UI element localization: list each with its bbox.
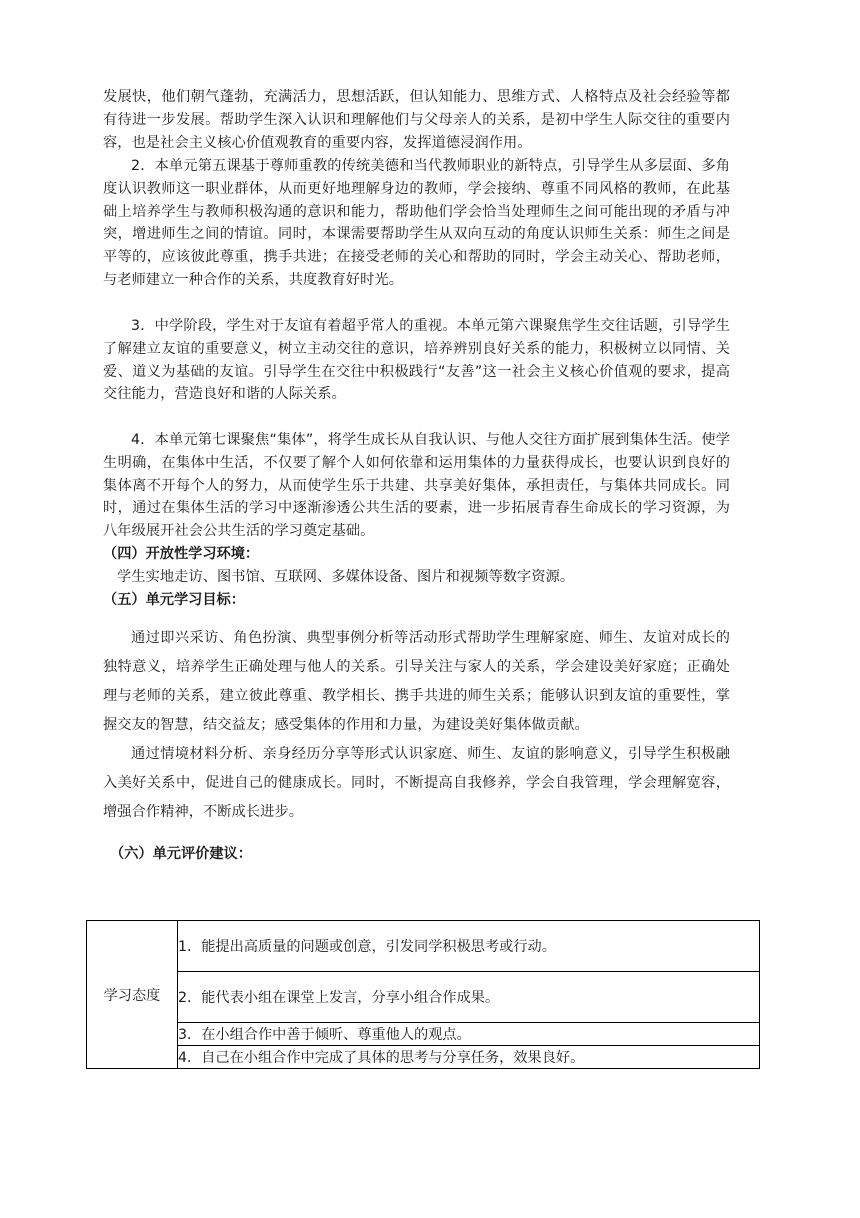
evaluation-item-2: 2．能代表小组在课堂上发言，分享小组合作成果。 xyxy=(178,972,760,1023)
evaluation-item-4: 4．自己在小组合作中完成了具体的思考与分享任务，效果良好。 xyxy=(178,1046,760,1069)
heading-unit-learning-goals: （五）单元学习目标： xyxy=(103,592,245,608)
table-row xyxy=(87,972,760,1023)
table-row xyxy=(87,1046,760,1069)
paragraph-goals-2: 通过情境材料分析、亲身经历分享等形式认识家庭、师生、友谊的影响意义，引导学生积极融入美好关系中，促进自己的健康成长。同时，不断提高自我修养，学会自我管理，学会理解宽容，增强合作精神，不断成长进步。 xyxy=(103,746,730,820)
evaluation-item-1: 1．能提出高质量的问题或创意，引发同学积极思考或行动。 xyxy=(178,921,760,972)
evaluation-item-3: 3．在小组合作中善于倾听、尊重他人的观点。 xyxy=(178,1023,760,1046)
paragraph-point-4: 4．本单元第七课聚焦“集体”，将学生成长从自我认识、与他人交往方面扩展到集体生活。使学生明确，在集体中生活，不仅要了解个人如何依靠和运用集体的力量获得成长，也要认识到良好的集体离不开每个人的努力，从而使学生乐于共建、共享美好集体，承担责任，与集体共同成长。同时，通过在集体生活的学习中逐渐渗透公共生活的要素，进一步拓展青春生命成长的学习资源，为八年级展开社会公共生活的学习奠定基础。 xyxy=(103,432,730,540)
heading-open-learning-environment: （四）开放性学习环境： xyxy=(103,546,260,562)
heading-unit-evaluation: （六）单元评价建议： xyxy=(110,846,252,862)
table-row xyxy=(87,1023,760,1046)
paragraph-point-3: 3．中学阶段，学生对于友谊有着超乎常人的重视。本单元第六课聚焦学生交往话题，引导学生了解建立友谊的重要意义，树立主动交往的意识，培养辨别良好关系的能力，积极树立以同情、关爱、道义为基础的友谊。引导学生在交往中积极践行“友善”这一社会主义核心价值观的要求，提高交往能力，营造良好和谐的人际关系。 xyxy=(103,318,730,403)
paragraph-learning-environment: 学生实地走访、图书馆、互联网、多媒体设备、图片和视频等数字资源。 xyxy=(117,569,575,585)
category-cell: 学习态度 xyxy=(87,921,178,1069)
paragraph-intro-continued: 发展快，他们朝气蓬勃，充满活力，思想活跃，但认知能力、思维方式、人格特点及社会经验等都有待进一步发展。帮助学生深入认识和理解他们与父母亲人的关系，是初中学生人际交往的重要内容，也是社会主义核心价值观教育的重要内容，发挥道德浸润作用。 xyxy=(103,89,730,151)
evaluation-table xyxy=(86,920,760,1069)
paragraph-goals-1: 通过即兴采访、角色扮演、典型事例分析等活动形式帮助学生理解家庭、师生、友谊对成长的独特意义，培养学生正确处理与他人的关系。引导关注与家人的关系，学会建设美好家庭；正确处理与老师的关系，建立彼此尊重、教学相长、携手共进的师生关系；能够认识到友谊的重要性，掌握交友的智慧，结交益友；感受集体的作用和力量，为建设美好集体做贡献。 xyxy=(103,630,730,733)
table-row xyxy=(87,921,760,972)
paragraph-point-2: 2．本单元第五课基于尊师重教的传统美德和当代教师职业的新特点，引导学生从多层面、多角度认识教师这一职业群体，从而更好地理解身边的教师，学会接纳、尊重不同风格的教师，在此基础上培养学生与教师积极沟通的意识和能力，帮助他们学会恰当处理师生之间可能出现的矛盾与冲突，增进师生之间的情谊。同时，本课需要帮助学生从双向互动的角度认识师生关系：师生之间是平等的，应该彼此尊重，携手共进；在接受老师的关心和帮助的同时，学会主动关心、帮助老师，与老师建立一种合作的关系，共度教育好时光。 xyxy=(103,158,730,288)
